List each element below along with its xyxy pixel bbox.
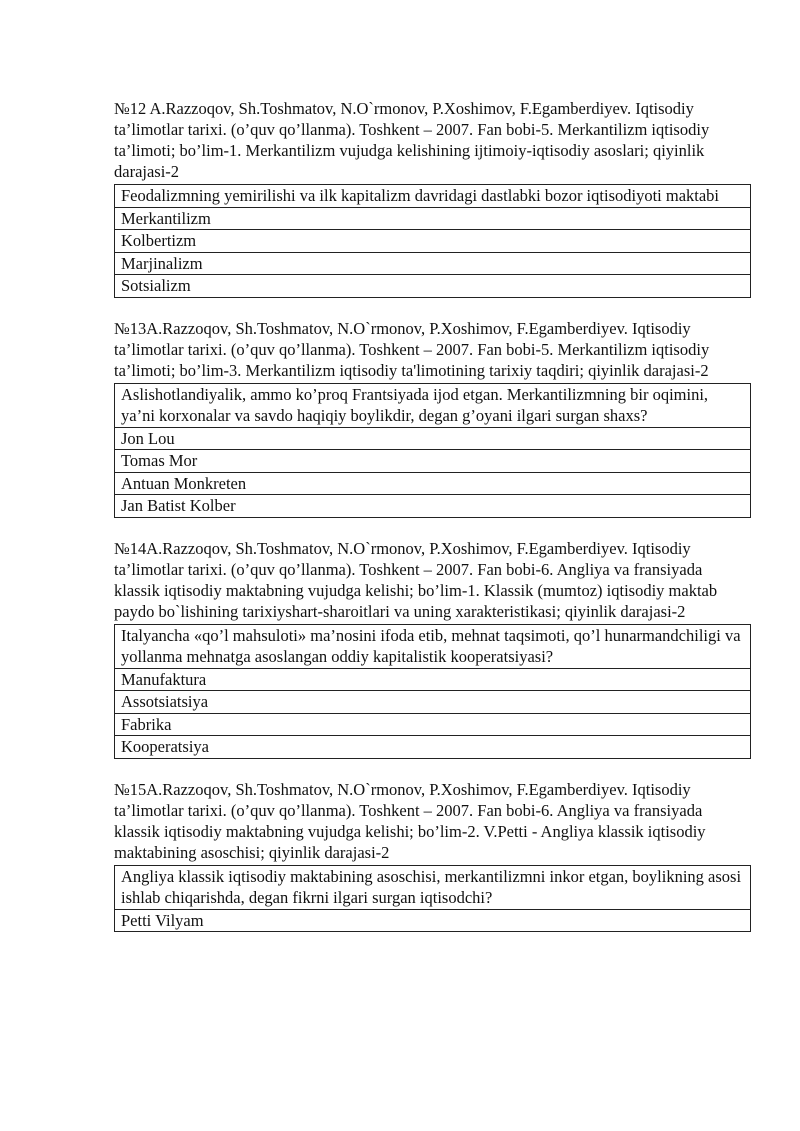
question-table <box>114 865 751 933</box>
question-table <box>114 184 751 298</box>
answer-option: Antuan Monkreten <box>115 472 751 495</box>
question-table <box>114 383 751 518</box>
answer-option: Fabrika <box>115 713 751 736</box>
answer-option: Petti Vilyam <box>115 909 751 932</box>
answer-option: Tomas Mor <box>115 450 751 473</box>
answer-option: Jan Batist Kolber <box>115 495 751 518</box>
answer-option: Assotsiatsiya <box>115 691 751 714</box>
question-block-13 <box>114 318 751 518</box>
question-heading: №13A.Razzoqov, Sh.Toshmatov, N.O`rmonov, P.Xoshimov, F.Egamberdiyev. Iqtisodiy ta’limotlar tarixi. (o’quv qo’llanma). Toshkent – 2007. Fan bobi-5. Merkantilizm iqtisodiy ta’limoti; bo’lim-3. Merkantilizm iqtisodiy ta'limotining tarixiy taqdiri; qiyinlik darajasi-2 <box>114 318 710 380</box>
question-text: Italyancha «qo’l mahsuloti» ma’nosini ifoda etib, mehnat taqsimoti, qo’l hunarmandchiligi va yollanma mehnatga asoslangan oddiy kapitalistik kooperatsiyasi? <box>115 624 751 668</box>
answer-option: Jon Lou <box>115 427 751 450</box>
question-heading: №12 A.Razzoqov, Sh.Toshmatov, N.O`rmonov, P.Xoshimov, F.Egamberdiyev. Iqtisodiy ta’limotlar tarixi. (o’quv qo’llanma). Toshkent – 2007. Fan bobi-5. Merkantilizm iqtisodiy ta’limoti; bo’lim-1. Merkantilizm vujudga kelishining ijtimoiy-iqtisodiy asoslari; qiyinlik darajasi-2 <box>114 99 710 181</box>
answer-option: Kooperatsiya <box>115 736 751 759</box>
question-heading: №14A.Razzoqov, Sh.Toshmatov, N.O`rmonov, P.Xoshimov, F.Egamberdiyev. Iqtisodiy ta’limotlar tarixi. (o’quv qo’llanma). Toshkent – 2007. Fan bobi-6. Angliya va fransiyada klassik iqtisodiy maktabning vujudga kelishi; bo’lim-1. Klassik (mumtoz) iqtisodiy maktab paydo bo`lishining tarixiyshart-sharoitlari va uning xarakteristikasi; qiyinlik darajasi-2 <box>114 538 718 621</box>
question-block-12 <box>114 98 751 298</box>
question-text: Aslishotlandiyalik, ammo ko’proq Frantsiyada ijod etgan. Merkantilizmning bir oqimini, ya’ni korxonalar va savdo haqiqiy boylikdir, degan g’oyani ilgari surgan shaxs? <box>115 383 751 427</box>
question-text: Angliya klassik iqtisodiy maktabining asoschisi, merkantilizmni inkor etgan, boylikning asosi ishlab chiqarishda, degan fikrni ilgari surgan iqtisodchi? <box>115 865 751 909</box>
question-text: Feodalizmning yemirilishi va ilk kapitalizm davridagi dastlabki bozor iqtisodiyoti maktabi <box>115 185 751 208</box>
document-page <box>114 98 751 952</box>
answer-option: Marjinalizm <box>115 252 751 275</box>
answer-option: Merkantilizm <box>115 207 751 230</box>
answer-option: Manufaktura <box>115 668 751 691</box>
question-block-15 <box>114 779 751 933</box>
answer-option: Sotsializm <box>115 275 751 298</box>
question-table <box>114 624 751 759</box>
answer-option: Kolbertizm <box>115 230 751 253</box>
question-block-14 <box>114 538 751 759</box>
question-heading: №15A.Razzoqov, Sh.Toshmatov, N.O`rmonov, P.Xoshimov, F.Egamberdiyev. Iqtisodiy ta’limotlar tarixi. (o’quv qo’llanma). Toshkent – 2007. Fan bobi-6. Angliya va fransiyada klassik iqtisodiy maktabning vujudga kelishi; bo’lim-2. V.Petti - Angliya klassik iqtisodiy maktabining asoschisi; qiyinlik darajasi-2 <box>114 779 706 862</box>
